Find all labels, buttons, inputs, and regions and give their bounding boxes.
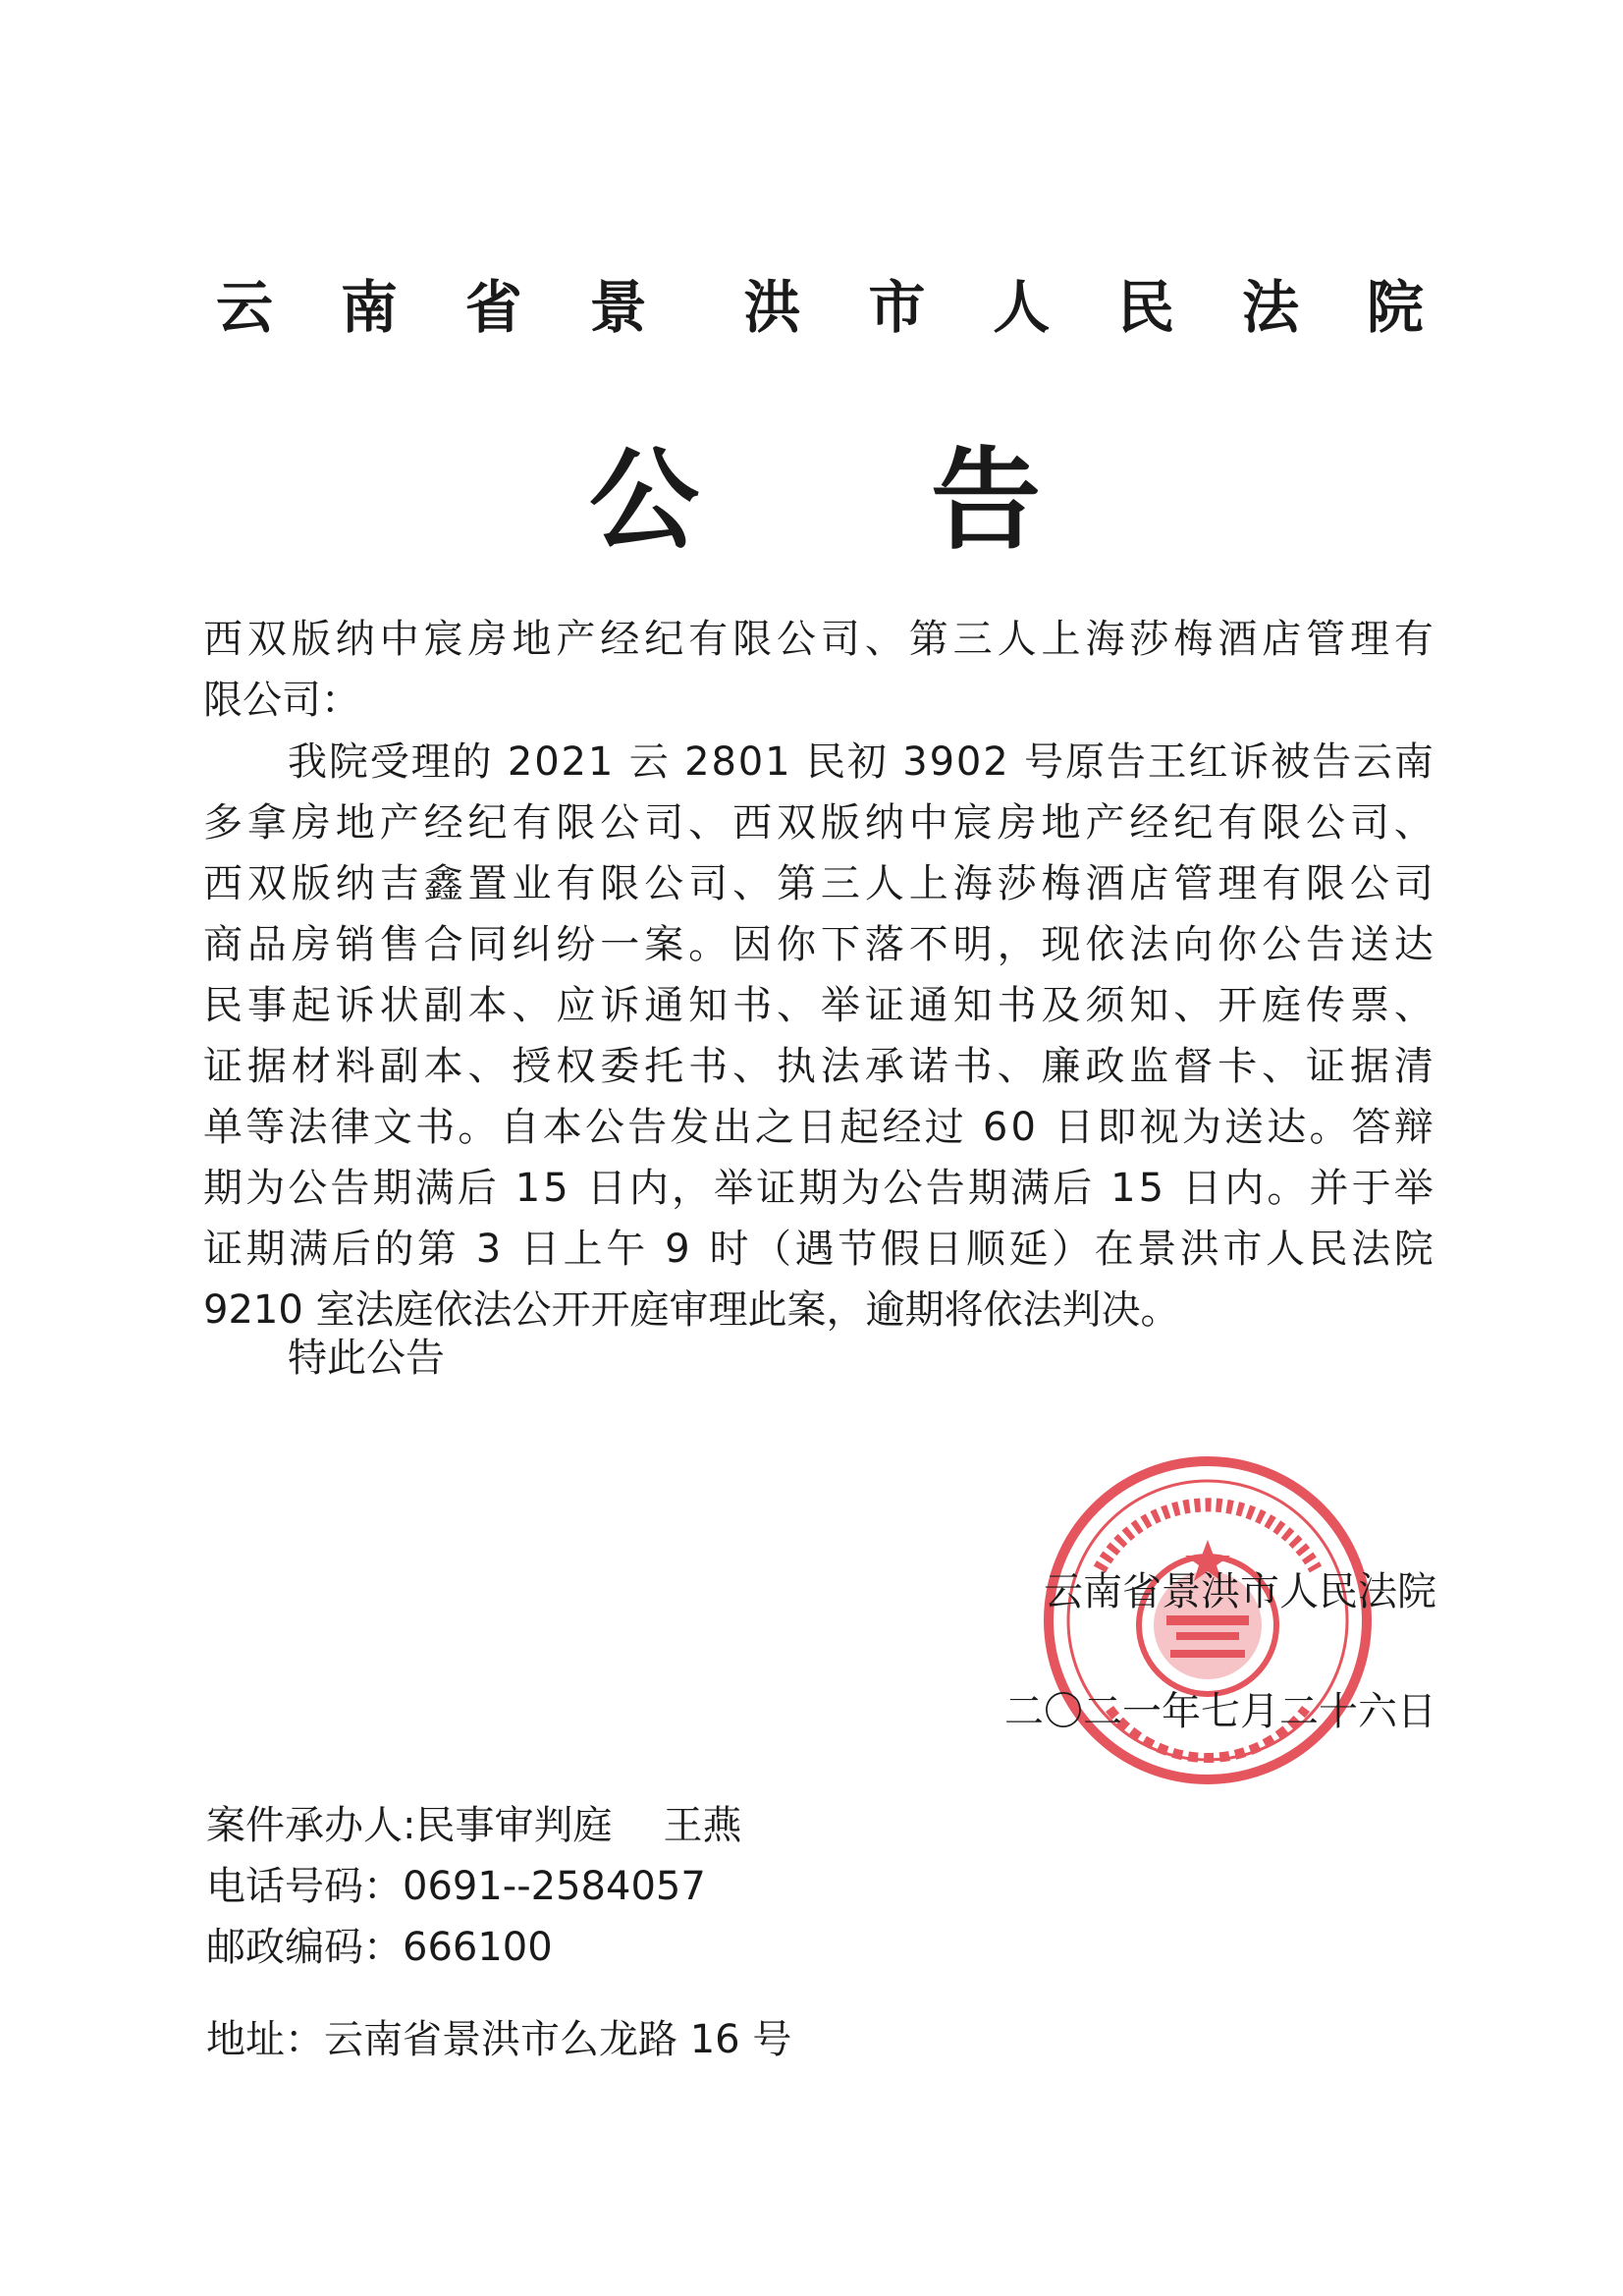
closing-phrase: 特此公告 (288, 1336, 445, 1381)
title-char: 告 (931, 435, 1041, 565)
addressee-line: 限公司： (203, 678, 360, 723)
court-name-char: 市 (868, 274, 926, 341)
court-name-char: 南 (340, 274, 398, 341)
paragraph-line: 9210 室法庭依法公开开庭审理此案，逾期将依法判决。 (203, 1287, 1180, 1333)
court-name-char: 洪 (743, 274, 801, 341)
paragraph-line: 多 拿 房 地 产 经 纪 有 限 公 司 、 西 双 版 纳 中 宸 房 地 产 经 纪 有 限 公 司 、 (203, 800, 1434, 846)
paragraph-line: 我 院 受 理 的 2 0 2 1 云 2 8 0 1 民 初 3 9 0 2 号 原 告 王 红 诉 被 告 云 南 (288, 739, 1434, 785)
paragraph-line: 单 等 法 律 文 书 。 自 本 公 告 发 出 之 日 起 经 过 6 0 日 即 视 为 送 达 。 答 辩 (203, 1105, 1434, 1150)
court-name-char: 法 (1242, 274, 1300, 341)
addressee-line: 西 双 版 纳 中 宸 房 地 产 经 纪 有 限 公 司 、 第 三 人 上 海 莎 梅 酒 店 管 理 有 (203, 617, 1434, 662)
case-handler-name: 王燕 (663, 1803, 742, 1848)
issuing-court: 云南省景洪市人民法院 (1044, 1569, 1436, 1614)
court-address: 地址：云南省景洪市么龙路 16 号 (206, 2017, 792, 2062)
court-name-char: 省 (464, 274, 522, 341)
postal-code: 邮政编码：666100 (206, 1925, 553, 1970)
paragraph-line: 证 期 满 后 的 第 3 日 上 午 9 时 （ 遇 节 假 日 顺 延 ） 在 景 洪 市 人 民 法 院 (203, 1227, 1434, 1272)
court-name-char: 景 (589, 274, 647, 341)
phone-number: 电话号码：0691--2584057 (206, 1864, 706, 1909)
case-handler-label: 案件承办人:民事审判庭 (206, 1803, 613, 1848)
court-name-char: 云 (216, 274, 274, 341)
court-name-heading (216, 263, 1424, 342)
court-name-char: 院 (1366, 274, 1424, 341)
paragraph-line: 商 品 房 销 售 合 同 纠 纷 一 案 。 因 你 下 落 不 明 ， 现 依 法 向 你 公 告 送 达 (203, 922, 1434, 967)
notice-title (589, 422, 1041, 565)
case-handler (206, 1795, 741, 1856)
paragraph-line: 证 据 材 料 副 本 、 授 权 委 托 书 、 执 法 承 诺 书 、 廉 政 监 督 卡 、 证 据 清 (203, 1044, 1434, 1089)
court-name-char: 民 (1117, 274, 1175, 341)
paragraph-line: 期 为 公 告 期 满 后 1 5 日 内 ， 举 证 期 为 公 告 期 满 后 1 5 日 内 。 并 于 举 (203, 1166, 1434, 1211)
paragraph-line: 民 事 起 诉 状 副 本 、 应 诉 通 知 书 、 举 证 通 知 书 及 须 知 、 开 庭 传 票 、 (203, 983, 1434, 1028)
issue-date: 二〇二一年七月二十六日 (1004, 1689, 1436, 1734)
court-name-char: 人 (993, 274, 1051, 341)
paragraph-line: 西 双 版 纳 吉 鑫 置 业 有 限 公 司 、 第 三 人 上 海 莎 梅 酒 店 管 理 有 限 公 司 (203, 861, 1434, 906)
title-char: 公 (589, 435, 699, 565)
